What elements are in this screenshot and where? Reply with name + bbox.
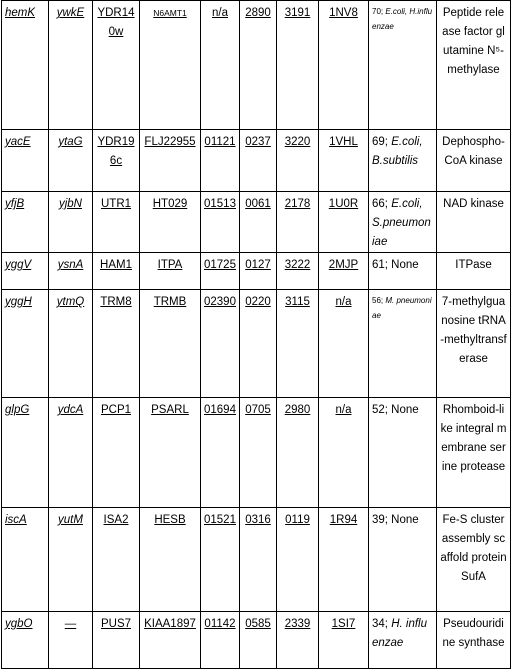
- function-cell: Pseudouridine synthase: [437, 612, 511, 669]
- col7-cell: 3222: [277, 253, 319, 290]
- yeast-gene-cell: PUS7: [93, 612, 140, 669]
- human-gene-cell: PSARL: [140, 398, 201, 508]
- col5-cell: 01513: [201, 192, 240, 253]
- col6-cell: 0061: [240, 192, 277, 253]
- function-cell: Dephospho-CoA kinase: [437, 130, 511, 192]
- col5-cell: 01142: [201, 612, 240, 669]
- ecoli-gene-cell: yggH: [2, 290, 49, 398]
- ecoli-gene-cell: yfjB: [2, 192, 49, 253]
- homology-score: 70;: [372, 7, 384, 16]
- col7-cell: 0119: [277, 508, 319, 612]
- col6-cell: 0127: [240, 253, 277, 290]
- bsubtilis-gene-cell: yutM: [49, 508, 93, 612]
- ecoli-gene-cell: yacE: [2, 130, 49, 192]
- table-row: [2, 192, 511, 253]
- homology-score: 66;: [372, 198, 388, 210]
- homology-cell: [369, 192, 437, 253]
- homology-cell: [369, 612, 437, 669]
- yeast-gene-cell: ISA2: [93, 508, 140, 612]
- col5-cell: 01121: [201, 130, 240, 192]
- table-row: [2, 130, 511, 192]
- col5-cell: 01694: [201, 398, 240, 508]
- yeast-gene-cell: TRM8: [93, 290, 140, 398]
- col6-cell: 0220: [240, 290, 277, 398]
- bsubtilis-gene-cell: —: [49, 612, 93, 669]
- ecoli-gene-cell: yggV: [2, 253, 49, 290]
- table-body: [2, 1, 511, 669]
- homology-cell: [369, 130, 437, 192]
- pdb-cell: n/a: [319, 398, 369, 508]
- bsubtilis-gene-cell: yjbN: [49, 192, 93, 253]
- table-row: [2, 398, 511, 508]
- col7-cell: 2980: [277, 398, 319, 508]
- homology-score: 39; None: [372, 514, 419, 526]
- bsubtilis-gene-cell: ytaG: [49, 130, 93, 192]
- function-cell: Rhomboid-like integral membrane serine protease: [437, 398, 511, 508]
- table-row: [2, 290, 511, 398]
- human-gene-cell: HESB: [140, 508, 201, 612]
- function-cell: Peptide release factor glutamine N⁵-methylase: [437, 1, 511, 130]
- human-gene-cell: HT029: [140, 192, 201, 253]
- col6-cell: 0316: [240, 508, 277, 612]
- bsubtilis-gene-cell: ytmQ: [49, 290, 93, 398]
- pdb-cell: 1NV8: [319, 1, 369, 130]
- pdb-cell: 1U0R: [319, 192, 369, 253]
- table-row: [2, 612, 511, 669]
- table-row: [2, 1, 511, 130]
- col6-cell: 0585: [240, 612, 277, 669]
- function-cell: ITPase: [437, 253, 511, 290]
- col7-cell: 3191: [277, 1, 319, 130]
- function-cell: Fe-S cluster assembly scaffold protein SufA: [437, 508, 511, 612]
- table-row: [2, 253, 511, 290]
- homology-cell: [369, 398, 437, 508]
- human-gene-cell: KIAA1897: [140, 612, 201, 669]
- human-gene-cell: FLJ22955: [140, 130, 201, 192]
- function-cell: NAD kinase: [437, 192, 511, 253]
- pdb-cell: 1VHL: [319, 130, 369, 192]
- ecoli-gene-cell: hemK: [2, 1, 49, 130]
- bsubtilis-gene-cell: ywkE: [49, 1, 93, 130]
- ecoli-gene-cell: ygbO: [2, 612, 49, 669]
- table-row: [2, 508, 511, 612]
- homology-species: M. pneumoniae: [372, 296, 432, 320]
- yeast-gene-cell: YDR140w: [93, 1, 140, 130]
- human-gene-cell: TRMB: [140, 290, 201, 398]
- pdb-cell: n/a: [319, 290, 369, 398]
- col5-cell: 01521: [201, 508, 240, 612]
- ecoli-gene-cell: iscA: [2, 508, 49, 612]
- bsubtilis-gene-cell: ysnA: [49, 253, 93, 290]
- homology-cell: [369, 1, 437, 130]
- homology-species: E.coli, H.influenzae: [372, 7, 433, 31]
- yeast-gene-cell: PCP1: [93, 398, 140, 508]
- col7-cell: 2339: [277, 612, 319, 669]
- col5-cell: 02390: [201, 290, 240, 398]
- pdb-cell: 1SI7: [319, 612, 369, 669]
- col5-cell: n/a: [201, 1, 240, 130]
- homology-cell: [369, 508, 437, 612]
- homology-score: 61; None: [372, 259, 419, 271]
- homology-species: E.coli, S.pneumoniae: [372, 198, 431, 248]
- col7-cell: 3220: [277, 130, 319, 192]
- col7-cell: 3115: [277, 290, 319, 398]
- homology-score: 52; None: [372, 404, 419, 416]
- human-gene-cell: ITPA: [140, 253, 201, 290]
- ecoli-gene-cell: glpG: [2, 398, 49, 508]
- homology-score: 34;: [372, 618, 388, 630]
- yeast-gene-cell: HAM1: [93, 253, 140, 290]
- bsubtilis-gene-cell: ydcA: [49, 398, 93, 508]
- homology-score: 56;: [372, 296, 384, 305]
- yeast-gene-cell: YDR196c: [93, 130, 140, 192]
- col5-cell: 01725: [201, 253, 240, 290]
- homology-cell: [369, 290, 437, 398]
- homology-score: 69;: [372, 136, 388, 148]
- yeast-gene-cell: UTR1: [93, 192, 140, 253]
- pdb-cell: 1R94: [319, 508, 369, 612]
- col6-cell: 0705: [240, 398, 277, 508]
- homology-species: H. influenzae: [372, 618, 427, 649]
- pdb-cell: 2MJP: [319, 253, 369, 290]
- homology-cell: [369, 253, 437, 290]
- col6-cell: 2890: [240, 1, 277, 130]
- gene-table-container: [1, 0, 511, 669]
- function-cell: 7-methylguanosine tRNA-methyltransferase: [437, 290, 511, 398]
- homology-species: E.coli, B.subtilis: [372, 136, 423, 167]
- col6-cell: 0237: [240, 130, 277, 192]
- human-gene-cell: N6AMT1: [140, 1, 201, 130]
- col7-cell: 2178: [277, 192, 319, 253]
- gene-table: [1, 0, 511, 669]
